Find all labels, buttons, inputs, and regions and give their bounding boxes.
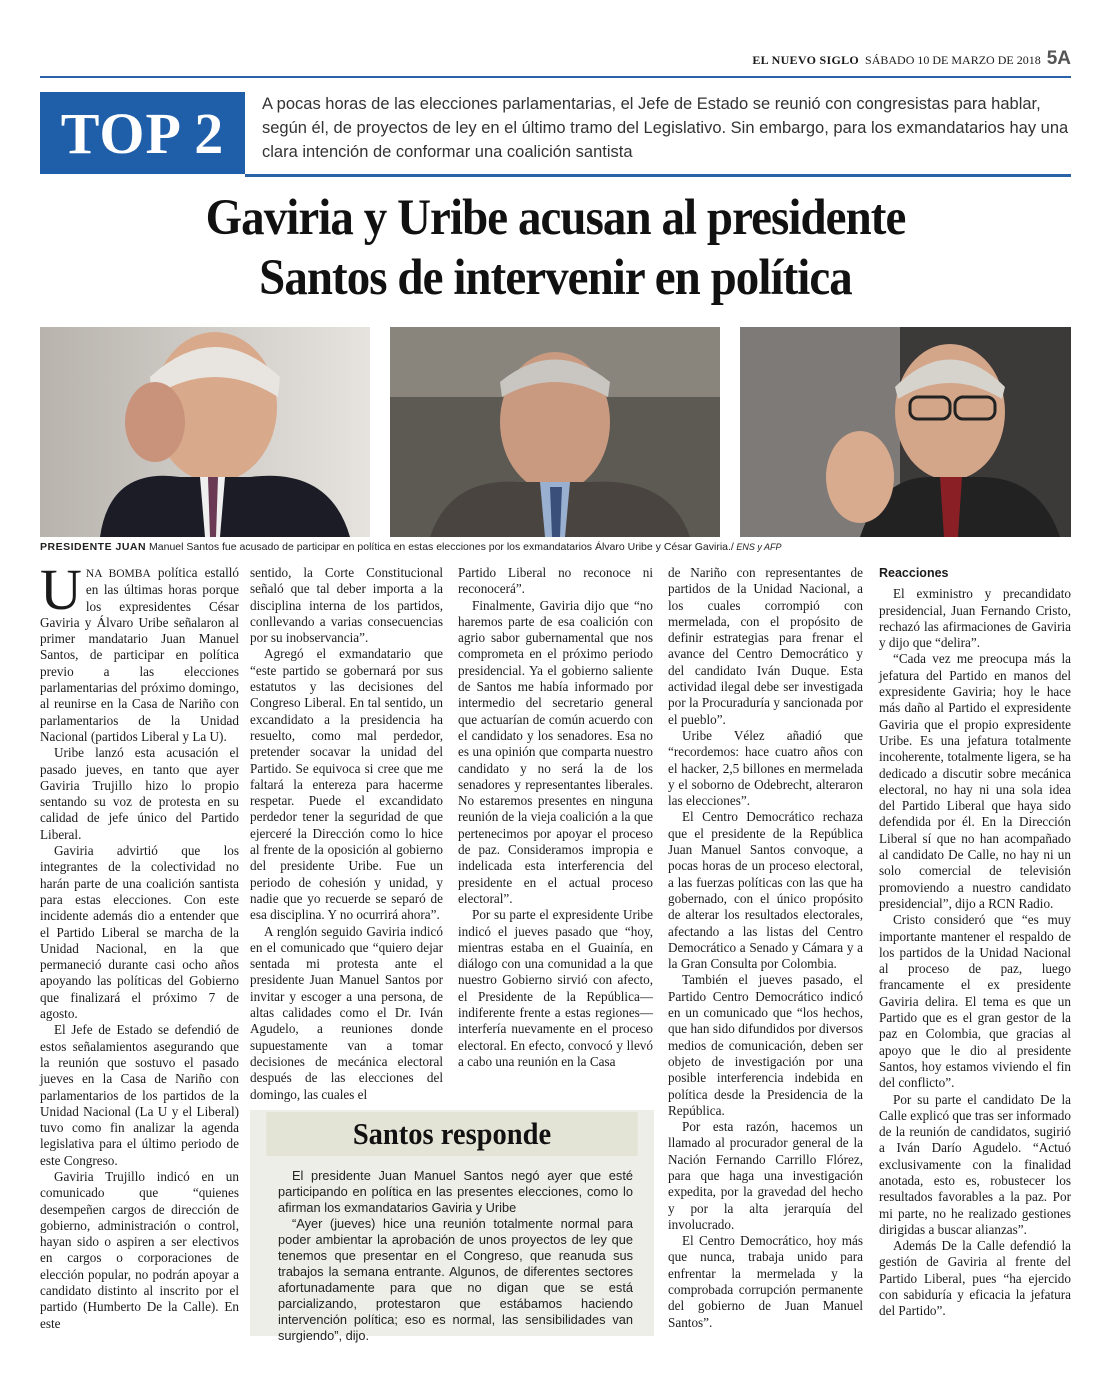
body-paragraph: Por esta razón, hacemos un llamado al procurador general de la Nación Fernando Carrillo Flórez, para que haga una investigación expedita, por la gravedad del hecho y por la alta jerarquía del involucrado. [668,1119,863,1232]
drop-cap: U [40,557,82,622]
section-label-box [40,92,245,174]
body-paragraph: Por su parte el candidato De la Calle explicó que tras ser informado de la reunión de candidatos, sugirió a Iván Darío Agudelo. “Actuó exclusivamente con la finalidad anotada, esto es, robustecer los resultados favorables a la paz. Por mi parte, no he realizado gestiones dirigidas a buscar alianzas”. [879,1091,1071,1237]
body-paragraph: Cristo consideró que “es muy importante mantener el respaldo de los partidos de la Unidad Nacional al proceso de paz, luego francamente el ex presidente Gaviria delira. El tema es que un Partido que es el gran gestor de la paz en Colombia, que gracias al apoyo que le dio al presidente Santos, hoy estamos viviendo el fin del conflicto”. [879,912,1071,1091]
sidebar-paragraph: El presidente Juan Manuel Santos negó ayer que esté participando en política en las presentes elecciones, como lo afirman los exmandatarios Gaviria y Uribe [278,1168,633,1215]
body-column-1 [40,557,239,1332]
body-paragraph: Además De la Calle defendió la gestión de Gaviria al frente del Partido Liberal, pues “ha ejercido con sabiduría y eficacia la jefatura del Partido”. [879,1238,1071,1319]
body-paragraph: de Nariño con representantes de partidos de la Unidad Nacional, a los cuales corrompió con mermelada, con el propósito de definir estrategias para frenar el avance del Centro Democrático y del candidato Iván Duque. Esta actividad ilegal debe ser investigada por la Procuraduría y sancionada por el pueblo”. [668,565,863,727]
header-rule [40,76,1071,78]
body-paragraph: El Jefe de Estado se defendió de estos señalamientos asegurando que la reunión que sostuvo el pasado jueves en la Casa de Nariño con parlamentarios de los partidos de la Unidad Nacional (La U y el Liberal) tuvo como fin analizar la agenda legislativa para el último periodo de este Congreso. [40,1022,239,1168]
sidebar-text [278,1168,633,1344]
page-header [752,48,1071,70]
headline-line-1: Gaviria y Uribe acusan al presidente [205,190,906,246]
photo-uribe-icon [390,327,720,537]
body-paragraph: Finalmente, Gaviria dijo que “no haremos parte de esa coalición con agrio sabor gubernamental que nos comprometa en el próximo periodo presidencial. Ya el gobierno saliente de Santos me había informado por intermedio del secretario general que actuarían de común acuerdo con el candidato y los senadores. Esa no es una opinión que comparta nuestro candidato y no será la de los senadores y representantes liberales. No estaremos presentes en ninguna reunión de la vieja coalición a la que pertenecimos por apoyar el proceso de paz. Consideramos impropia e indelicada esta interferencia del presidente en el actual proceso electoral”. [458,597,653,906]
body-paragraph: “Cada vez me preocupa más la jefatura del Partido en manos del expresidente Gaviria; hoy le hace más daño al Partido el expresidente Gaviria que el propio expresidente Uribe. Es una jefatura totalmente incoherente, totalmente ligera, se ha dedicado a discutir sobre mecánica electoral, no hay ni una sola idea del Partido Liberal que haya sido defendida por él. En la Dirección Liberal sí que no han acompañado al candidato De Calle, no hay ni un solo comercial de televisión promoviendo a nuestro candidato presidencial”, dijo a RCN Radio. [879,651,1071,911]
body-column-4 [668,565,863,1331]
body-paragraph: Uribe Vélez añadió que “recordemos: hace cuatro años con el hacker, 2,5 billones en mermelada y el soborno de Odebrecht, alteraron las elecciones”. [668,727,863,809]
body-paragraph: sentido, la Corte Constitucional señaló que tal deber importa a la disciplina interna de los partidos, conllevando a varias consecuencias por su inobservancia”. [250,565,443,646]
body-paragraph: El Centro Democrático rechaza que el presidente de la República Juan Manuel Santos convoque, a pocas horas de un proceso electoral, a las fuerzas políticas con las que ha gobernado, con el único propósito de alterar los resultados electorales, afectando a las listas del Centro Democrático a Senado y Cámara y a la Gran Consulta por Colombia. [668,809,863,972]
caption-text: Manuel Santos fue acusado de participar en política en estas elecciones por los exmandatarios Álvaro Uribe y César Gaviria./ [146,541,734,553]
body-paragraph: El exministro y precandidato presidencial, Juan Fernando Cristo, rechazó las afirmaciones de Gaviria y dijo que “delira”. [879,586,1071,651]
body-paragraph: A renglón seguido Gaviria indicó en el comunicado que “quiero dejar sentada mi protesta ante el presidente Juan Manuel Santos por invitar y escoger a una persona, de altas calidades como el Dr. Iván Agudelo, a reuniones donde supuestamente van a tomar decisiones de mecánica electoral después de las elecciones del domingo, las cuales el [250,923,443,1102]
body-column-2 [250,565,443,1103]
body-paragraph: Por su parte el expresidente Uribe indicó el jueves pasado que “hoy, mientras estaba en el Guainía, en diálogo con una comunidad a la que nuestro Gobierno sirvió con afecto, el Presidente de la República—indiferente frente a estas regiones— interfería nuevamente en el proceso electoral. En efecto, convocó y llevó a cabo una reunión en la Casa [458,907,653,1069]
body-paragraph: Partido Liberal no reconoce ni reconocerá”. [458,565,653,597]
photo-uribe [390,327,720,537]
issue-date: SÁBADO 10 DE MARZO DE 2018 [865,53,1041,67]
caption-credit: ENS y AFP [733,542,782,552]
body-paragraph: Gaviria Trujillo indicó en un comunicado que “quienes desempeñen cargos de dirección de gobierno, administración o control, hayan sido o aspiren a ser electivos en cargos o corporaciones de elección popular, no podrán apoyar a candidato distinto al inscrito por el partido (Humberto De la Calle). En este [40,1168,239,1331]
body-paragraph: También el jueves pasado, el Partido Centro Democrático indicó en un comunicado que “los hechos, que han sido difundidos por diversos medios de comunicación, deben ser objeto de investigación por una posible interferencia indebida en política desde la Presidencia de la República. [668,972,863,1118]
page-number: 5A [1046,48,1071,69]
body-paragraph: Agregó el exmandatario que “este partido se gobernará por sus estatutos y las decisiones del Congreso Liberal. En tal sentido, un excandidato a la presidencia ha resuelto, como mal perdedor, pretender socavar la unidad del Partido. Se equivoca si cree que me faltará la entereza para hacerme respetar. Puede el excandidato perdedor tener la seguridad de que ejerceré la Dirección como lo hice al frente de la oposición al gobierno del presidente Uribe. Fue un periodo de cohesión y unidad, y nadie que yo recuerde se separó de esa disciplina. Y no ocurrirá ahora”. [250,646,443,923]
body-paragraph: Uribe lanzó esta acusación el pasado jueves, en tanto que ayer Gaviria Trujillo hizo lo propio sentando su voz de protesta en su calidad de jefe único del Partido Liberal. [40,745,239,842]
lead-caps: NA BOMBA [85,568,151,580]
sidebar-paragraph: “Ayer (jueves) hice una reunión totalmente normal para poder ambientar la aprobación de unos proyectos de ley que tenemos que presentar en el Congreso, que reanuda sus trabajos la semana entrante. Algunos, de diferentes sectores afortunadamente para que no digan que se está parcializando, protestaron que estábamos haciendo intervención política; eso es normal, las sensibilidades van surgiendo”, dijo. [278,1216,633,1343]
body-paragraph: UNA BOMBA política estalló en las últimas horas porque los expresidentes César Gaviria y Álvaro Uribe señalaron al primer mandatario Juan Manuel Santos, de participar en política previo a las elecciones parlamentarias del próximo domingo, al reunirse en la Casa de Nariño con parlamentarios de la Unidad Nacional (partidos Liberal y La U). [40,557,239,744]
body-paragraph: El Centro Democrático, hoy más que nunca, trabaja unido para enfrentar la mermelada y la comprobada corrupción permanente del gobierno de Juan Manuel Santos”. [668,1233,863,1330]
photo-santos [40,327,370,537]
photo-gaviria-icon [740,327,1071,537]
caption-lead: PRESIDENTE JUAN [40,541,147,553]
sidebar-box [250,1110,654,1343]
article-deck: A pocas horas de las elecciones parlamentarias, el Jefe de Estado se reunió con congresistas para hablar, según él, de proyectos de ley en el último tramo del Legislativo. Sin embargo, para los exmandatarios hay una clara intención de conformar una coalición santista [262,95,1069,161]
headline-line-2: Santos de intervenir en política [259,250,852,306]
reactions-subhead: Reacciones [879,566,949,580]
body-column-5 [879,565,1071,1320]
sidebar-title: Santos responde [266,1112,638,1156]
photo-gaviria [740,327,1071,537]
section-label: TOP 2 [60,100,225,166]
photo-santos-icon [40,327,370,537]
body-paragraph: Gaviria advirtió que los integrantes de la colectividad no harán parte de una coalición santista para estas elecciones. Con este incidente además dio a entender que el Partido Liberal se marcha de la Unidad Nacional, en la que permaneció durante casi ocho años apoyando las políticas del Gobierno que finalizará el próximo 7 de agosto. [40,843,239,1022]
article-headline [81,188,1030,308]
deck-rule [245,174,1071,177]
body-column-3 [458,565,653,1070]
newspaper-brand: EL NUEVO SIGLO [752,53,860,67]
photo-caption [40,541,782,553]
